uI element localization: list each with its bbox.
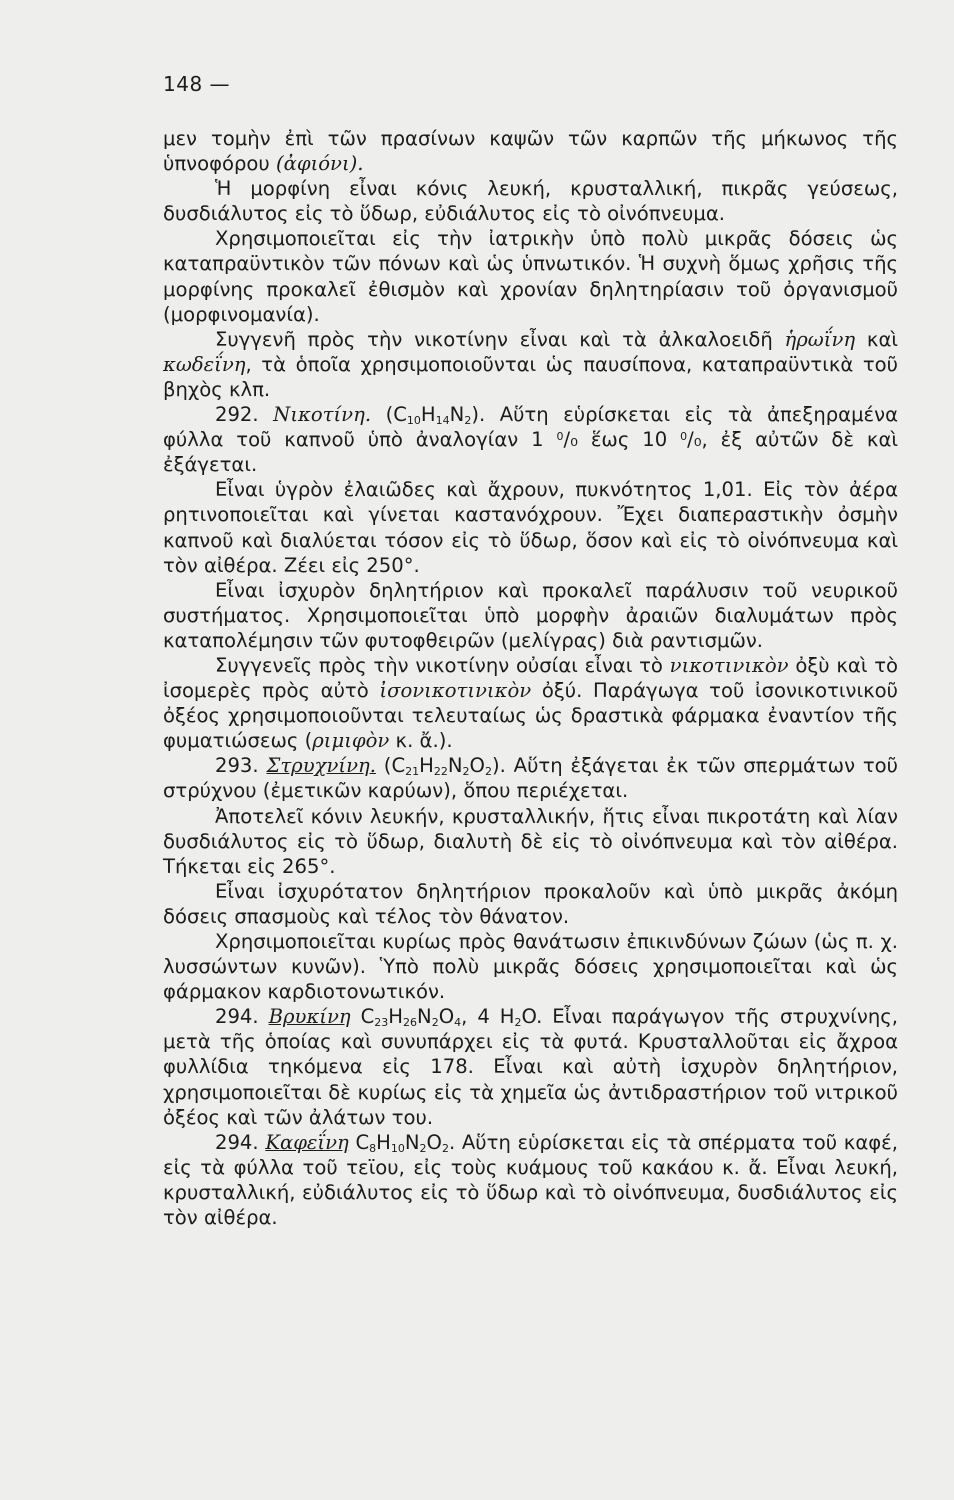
paragraph: Εἶναι ἰσχυρὸν δηλητήριον καὶ προκαλεῖ παράλυσιν τοῦ νευρικοῦ συστήματος. Χρησιμοποιεῖται ὑπὸ μορφὴν ἀραιῶν διαλυμάτων πρὸς καταπολέμησιν τῶν φυτοφθειρῶν (μελίγρας) διὰ ραντισμῶν. (163, 578, 898, 652)
compound-name: Βρυκίνη (268, 1005, 351, 1029)
paragraph: Ἡ μορφίνη εἶναι κόνις λευκή, κρυσταλλική, πικρᾶς γεύσεως, δυσδιάλυτος εἰς τὸ ὕδωρ, εὐδιάλυτος εἰς τὸ οἰνόπνευμα. (163, 177, 898, 226)
compound-name: Στρυχνίνη. (266, 754, 376, 778)
paragraph: Χρησιμοποιεῖται εἰς τὴν ἰατρικὴν ὑπὸ πολὺ μικρᾶς δόσεις ὡς καταπραϋντικὸν τῶν πόνων καὶ ὡς ὑπνωτικόν. Ἡ συχνὴ ὅμως χρῆσις τῆς μορφίνης προκαλεῖ ἐθισμὸν καὶ χρονίαν δηλητηρίασιν τοῦ ὀργανισμοῦ (μορφινομανία). (163, 227, 898, 326)
paragraph: 293. Στρυχνίνη. $(C_{21}H_{22}N_2O_2)$. Αὕτη ἐξάγεται ἐκ τῶν σπερμάτων τοῦ στρύχνου (ἐμετικῶν καρύων), ὅπου περιέχεται. (163, 754, 898, 803)
paragraph: Συγγενεῖς πρὸς τὴν νικοτίνην οὐσίαι εἶναι τὸ νικοτινικὸν ὀξὺ καὶ τὸ ἰσομερὲς πρὸς αὐτὸ ἰσονικοτινικὸν ὀξύ. Παράγωγα τοῦ ἰσονικοτινικοῦ ὀξέος χρησιμοποιοῦνται τελευταίως ὡς δραστικὰ φάρμακα ἐναντίον τῆς φυματιώσεως (ριμιφὸν κ. ἄ.). (163, 653, 898, 753)
paragraph: Εἶναι ἰσχυρότατον δηλητήριον προκαλοῦν καὶ ὑπὸ μικρᾶς ἀκόμη δόσεις σπασμοὺς καὶ τέλος τὸν θάνατον. (163, 879, 898, 928)
page-number: 148 — (163, 72, 231, 96)
paragraph: Εἶναι ὑγρὸν ἐλαιῶδες καὶ ἄχρουν, πυκνότητος 1,01. Εἰς τὸν ἀέρα ρητινοποιεῖται καὶ γίνεται καστανόχρουν. Ἔχει διαπεραστικὴν ὀσμὴν καπνοῦ καὶ διαλύεται τόσον εἰς τὸ ὕδωρ, ὅσον καὶ εἰς τὸ οἰνόπνευμα καὶ τὸν αἰθέρα. Ζέει εἰς 250°. (163, 478, 898, 577)
paragraph: Συγγενῆ πρὸς τὴν νικοτίνην εἶναι καὶ τὰ ἀλκαλοειδῆ ἡρωΐνη καὶ κωδεΐνη, τὰ ὁποῖα χρησιμοποιοῦνται ὡς παυσίπονα, καταπραϋντικὰ τοῦ βηχὸς κλπ. (163, 327, 898, 401)
paragraph: 294. Βρυκίνη $C_{23}H_{26}N_2O_4$, 4 $H_2O$. Εἶναι παράγωγον τῆς στρυχνίνης, μετὰ τῆς ὁποίας καὶ συνυπάρχει εἰς τὰ φυτά. Κρυσταλλοῦται εἰς ἄχροα φυλλίδια τηκόμενα εἰς 178. Εἶναι καὶ αὐτὴ ἰσχυρὸν δηλητήριον, χρησιμοποιεῖται δὲ κυρίως εἰς τὰ χημεῖα ὡς ἀντιδραστήριον τοῦ νιτρικοῦ ὀξέος καὶ τῶν ἀλάτων του. (163, 1005, 898, 1129)
paragraph: 294. Καφεΐνη $C_8H_{10}N_2O_2$. Αὕτη εὑρίσκεται εἰς τὰ σπέρματα τοῦ καφέ, εἰς τὰ φύλλα τοῦ τεϊου, εἰς τοὺς κυάμους τοῦ κακάου κ. ἄ. Εἶναι λευκή, κρυσταλλική, εὐδιάλυτος εἰς τὸ ὕδωρ καὶ τὸ οἰνόπνευμα, δυσδιάλυτος εἰς τὸν αἰθέρα. (163, 1130, 898, 1230)
compound-name: Νικοτίνη. (273, 403, 372, 427)
paragraph: Χρησιμοποιεῖται κυρίως πρὸς θανάτωσιν ἐπικινδύνων ζώων (ὡς π. χ. λυσσώντων κυνῶν). Ὑπὸ πολὺ μικρᾶς δόσεις χρησιμοποιεῖται καὶ ὡς φάρμακον καρδιοτονωτικόν. (163, 930, 898, 1004)
body-text (163, 126, 898, 1230)
paragraph: 292. Νικοτίνη. $(C_{10}H_{14}N_2)$. Αὕτη εὑρίσκεται εἰς τὰ ἀπεξηραμένα φύλλα τοῦ καπνοῦ ὑπὸ ἀναλογίαν 1 $^0$/₀ ἕως 10 $^0$/₀, ἐξ αὐτῶν δὲ καὶ ἐξάγεται. (163, 403, 899, 477)
paragraph: Ἀποτελεῖ κόνιν λευκήν, κρυσταλλικήν, ἥτις εἶναι πικροτάτη καὶ λίαν δυσδιάλυτος εἰς τὸ ὕδωρ, διαλυτὴ δὲ εἰς τὸ οἰνόπνευμα καὶ τὸν αἰθέρα. Τήκεται εἰς 265°. (163, 804, 898, 878)
compound-name: Καφεΐνη (265, 1130, 349, 1154)
paragraph: μεν τομὴν ἐπὶ τῶν πρασίνων καψῶν τῶν καρπῶν τῆς μήκωνος τῆς ὑπνοφόρου (ἀφιόνι). (163, 127, 898, 176)
